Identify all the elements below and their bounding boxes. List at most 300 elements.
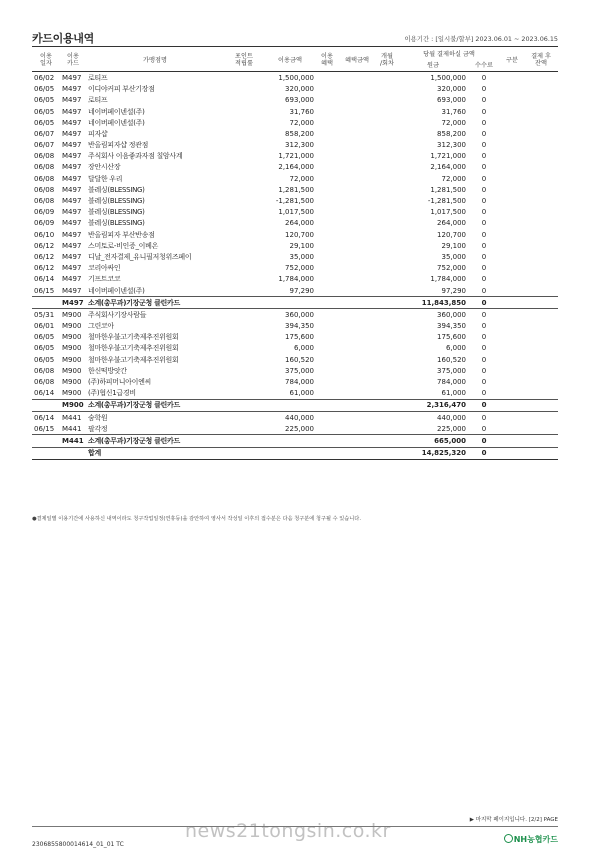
- header-balance: 결제 후 잔액: [531, 53, 551, 68]
- header-benefit: 이용 혜택: [321, 53, 333, 68]
- type-cell: [500, 151, 524, 162]
- card-cell: M497: [60, 297, 86, 309]
- nh-card-logo: NH농협카드: [504, 834, 558, 845]
- card-cell: M900: [62, 355, 82, 364]
- fee-cell: 0: [481, 185, 487, 194]
- points-cell: [224, 229, 264, 240]
- footnote: ●결제일별 이용기간에 사용하신 내역이라도 청구작업일정(연휴등)을 감안하여 영사서 작성일 이후의 접수분은 다음 청구분에 청구될 수 있습니다.: [32, 516, 361, 522]
- fee-cell: 0: [481, 366, 487, 375]
- benefit-amount-cell: [338, 117, 376, 128]
- benefit-cell: [316, 218, 338, 229]
- amount-cell: 320,000: [285, 85, 314, 94]
- benefit-amount-cell: [338, 274, 376, 285]
- header-row-1: [32, 49, 558, 60]
- transaction-rows: [32, 72, 558, 459]
- fee-cell: 0: [481, 389, 487, 398]
- date-cell: 05/31: [34, 310, 55, 319]
- table-row: [32, 184, 558, 195]
- fee-cell: 0: [481, 107, 487, 116]
- principal-cell: 72,000: [441, 118, 466, 127]
- type-cell: [500, 321, 524, 332]
- merchant-cell: 블레싱(BLESSING): [88, 185, 145, 194]
- date-cell: 06/08: [34, 366, 55, 375]
- card-cell: M497: [62, 275, 82, 284]
- merchant-cell: (주)하피머니아이엔씨: [88, 378, 152, 387]
- principal-cell: 858,200: [437, 129, 466, 138]
- type-cell: [500, 263, 524, 274]
- amount-cell: [264, 399, 316, 411]
- balance-cell: [524, 332, 558, 343]
- installment-cell: [376, 173, 398, 184]
- balance-cell: [524, 309, 558, 321]
- benefit-cell: [316, 365, 338, 376]
- principal-cell: 97,290: [441, 286, 466, 295]
- principal-cell: 14,825,320: [398, 447, 468, 459]
- amount-cell: 29,100: [289, 241, 314, 250]
- installment-cell: [376, 354, 398, 365]
- card-cell: M497: [62, 219, 82, 228]
- type-cell: [500, 274, 524, 285]
- installment-cell: [376, 365, 398, 376]
- principal-cell: 752,000: [437, 264, 466, 273]
- fee-cell: 0: [468, 297, 500, 309]
- benefit-cell: [316, 229, 338, 240]
- points-cell: [224, 321, 264, 332]
- principal-cell: 1,721,000: [430, 152, 466, 161]
- type-cell: [500, 173, 524, 184]
- date-cell: 06/07: [34, 129, 55, 138]
- benefit-cell: [316, 309, 338, 321]
- installment-cell: [376, 274, 398, 285]
- balance-cell: [524, 343, 558, 354]
- installment-cell: [376, 321, 398, 332]
- merchant-cell: 주식회사 이음좋과자점 칠암사계: [88, 152, 183, 161]
- fee-cell: 0: [481, 344, 487, 353]
- balance-cell: [524, 184, 558, 195]
- installment-cell: [376, 251, 398, 262]
- balance-cell: [524, 263, 558, 274]
- table-row: [32, 140, 558, 151]
- balance-cell: [524, 435, 558, 447]
- amount-cell: 6,000: [293, 344, 314, 353]
- principal-cell: 61,000: [441, 389, 466, 398]
- card-cell: M441: [60, 435, 86, 447]
- date-cell: 06/08: [34, 185, 55, 194]
- balance-cell: [524, 447, 558, 459]
- installment-cell: [376, 95, 398, 106]
- points-cell: [224, 332, 264, 343]
- benefit-cell: [316, 447, 338, 459]
- amount-cell: [264, 447, 316, 459]
- date-cell: [32, 297, 60, 309]
- merchant-cell: 블레싱(BLESSING): [88, 219, 145, 228]
- date-cell: 06/01: [34, 322, 55, 331]
- benefit-amount-cell: [338, 376, 376, 387]
- installment-cell: [376, 435, 398, 447]
- benefit-cell: [316, 84, 338, 95]
- balance-cell: [524, 95, 558, 106]
- table-row: [32, 423, 558, 435]
- card-cell: M497: [62, 241, 82, 250]
- points-cell: [224, 309, 264, 321]
- benefit-amount-cell: [338, 412, 376, 424]
- type-cell: [500, 162, 524, 173]
- amount-cell: 858,200: [285, 129, 314, 138]
- table-row: [32, 218, 558, 229]
- merchant-cell: 블레싱(BLESSING): [88, 197, 145, 206]
- table-row: [32, 354, 558, 365]
- amount-cell: 97,290: [289, 286, 314, 295]
- points-cell: [224, 435, 264, 447]
- benefit-amount-cell: [338, 240, 376, 251]
- card-cell: M900: [62, 322, 82, 331]
- benefit-cell: [316, 151, 338, 162]
- installment-cell: [376, 106, 398, 117]
- balance-cell: [524, 240, 558, 251]
- benefit-cell: [316, 95, 338, 106]
- amount-cell: 1,500,000: [278, 73, 314, 82]
- principal-cell: 360,000: [437, 310, 466, 319]
- card-cell: M497: [62, 141, 82, 150]
- principal-cell: 35,000: [441, 252, 466, 261]
- date-cell: 06/05: [34, 344, 55, 353]
- installment-cell: [376, 140, 398, 151]
- amount-cell: 35,000: [289, 252, 314, 261]
- points-cell: [224, 274, 264, 285]
- amount-cell: 1,281,500: [278, 185, 314, 194]
- card-cell: M900: [62, 366, 82, 375]
- balance-cell: [524, 218, 558, 229]
- balance-cell: [524, 412, 558, 424]
- merchant-cell: 한신떡방앗간: [88, 366, 127, 375]
- card-cell: M900: [62, 310, 82, 319]
- principal-cell: 1,017,500: [430, 208, 466, 217]
- installment-cell: [376, 240, 398, 251]
- card-cell: M497: [62, 185, 82, 194]
- date-cell: [32, 435, 60, 447]
- merchant-cell: 팔각정: [88, 424, 108, 433]
- fee-cell: 0: [481, 310, 487, 319]
- points-cell: [224, 251, 264, 262]
- balance-cell: [524, 173, 558, 184]
- amount-cell: 784,000: [285, 378, 314, 387]
- balance-cell: [524, 388, 558, 400]
- fee-cell: 0: [481, 322, 487, 331]
- type-cell: [500, 332, 524, 343]
- benefit-amount-cell: [338, 128, 376, 139]
- points-cell: [224, 72, 264, 84]
- merchant-cell: 로티프: [88, 73, 108, 82]
- type-cell: [500, 412, 524, 424]
- installment-cell: [376, 128, 398, 139]
- installment-cell: [376, 412, 398, 424]
- balance-cell: [524, 128, 558, 139]
- benefit-amount-cell: [338, 263, 376, 274]
- header-points: 포인트 적립률: [235, 53, 253, 68]
- transaction-table: [32, 49, 558, 460]
- benefit-cell: [316, 399, 338, 411]
- date-cell: 06/14: [34, 389, 55, 398]
- amount-cell: 31,760: [289, 107, 314, 116]
- card-cell: M497: [62, 129, 82, 138]
- principal-cell: 6,000: [445, 344, 466, 353]
- benefit-cell: [316, 140, 338, 151]
- amount-cell: 2,164,000: [278, 163, 314, 172]
- points-cell: [224, 240, 264, 251]
- amount-cell: 264,000: [285, 219, 314, 228]
- benefit-amount-cell: [338, 195, 376, 206]
- merchant-cell: 기프트코코: [88, 275, 121, 284]
- installment-cell: [376, 332, 398, 343]
- table-row: [32, 263, 558, 274]
- card-cell: M900: [62, 344, 82, 353]
- principal-cell: 120,700: [437, 230, 466, 239]
- merchant-cell: 디날_전자결제_유니필저청위즈페이: [88, 252, 192, 261]
- date-cell: 06/14: [34, 413, 55, 422]
- table-row: [32, 106, 558, 117]
- type-cell: [500, 285, 524, 297]
- benefit-amount-cell: [338, 332, 376, 343]
- table-row: [32, 207, 558, 218]
- header-payment-group: 당월 결제하실 금액: [423, 51, 475, 59]
- card-cell: M497: [62, 85, 82, 94]
- benefit-amount-cell: [338, 285, 376, 297]
- benefit-amount-cell: [338, 151, 376, 162]
- benefit-cell: [316, 297, 338, 309]
- installment-cell: [376, 229, 398, 240]
- table-row: [32, 321, 558, 332]
- benefit-cell: [316, 354, 338, 365]
- date-cell: 06/15: [34, 286, 55, 295]
- merchant-cell: 네이버페이넨셜(주): [88, 118, 145, 127]
- benefit-cell: [316, 240, 338, 251]
- date-cell: 06/08: [34, 174, 55, 183]
- type-cell: [500, 297, 524, 309]
- amount-cell: -1,281,500: [275, 197, 314, 206]
- type-cell: [500, 140, 524, 151]
- benefit-amount-cell: [338, 184, 376, 195]
- points-cell: [224, 388, 264, 400]
- date-cell: 06/02: [34, 73, 55, 82]
- amount-cell: 312,300: [285, 141, 314, 150]
- balance-cell: [524, 162, 558, 173]
- fee-cell: 0: [481, 163, 487, 172]
- amount-cell: 175,600: [285, 333, 314, 342]
- benefit-amount-cell: [338, 388, 376, 400]
- benefit-amount-cell: [338, 72, 376, 84]
- amount-cell: 1,784,000: [278, 275, 314, 284]
- principal-cell: 440,000: [437, 413, 466, 422]
- date-cell: 06/08: [34, 152, 55, 161]
- benefit-cell: [316, 263, 338, 274]
- benefit-cell: [316, 72, 338, 84]
- merchant-cell: 주식회사기장사람들: [88, 310, 147, 319]
- type-cell: [500, 251, 524, 262]
- points-cell: [224, 399, 264, 411]
- card-cell: M497: [62, 152, 82, 161]
- table-row: [32, 332, 558, 343]
- type-cell: [500, 95, 524, 106]
- principal-cell: 375,000: [437, 366, 466, 375]
- table-row: [32, 251, 558, 262]
- table-row: [32, 117, 558, 128]
- benefit-amount-cell: [338, 140, 376, 151]
- balance-cell: [524, 117, 558, 128]
- fee-cell: 0: [481, 174, 487, 183]
- fee-cell: 0: [481, 141, 487, 150]
- benefit-amount-cell: [338, 106, 376, 117]
- principal-cell: 693,000: [437, 96, 466, 105]
- card-cell: M497: [62, 264, 82, 273]
- table-row: [32, 240, 558, 251]
- benefit-cell: [316, 184, 338, 195]
- merchant-cell: (주)협신1급경비: [88, 389, 136, 398]
- fee-cell: 0: [481, 264, 487, 273]
- type-cell: [500, 117, 524, 128]
- benefit-amount-cell: [338, 435, 376, 447]
- fee-cell: 0: [481, 333, 487, 342]
- merchant-cell: 반올림피자샵 정관점: [88, 141, 149, 150]
- type-cell: [500, 229, 524, 240]
- principal-cell: 1,281,500: [430, 185, 466, 194]
- watermark: news21tongsin.co.kr: [185, 820, 391, 842]
- points-cell: [224, 162, 264, 173]
- usage-period: 이용기간 : [일시불/할부] 2023.06.01 ~ 2023.06.15: [404, 35, 558, 43]
- card-cell: M900: [60, 399, 86, 411]
- points-cell: [224, 173, 264, 184]
- installment-cell: [376, 117, 398, 128]
- principal-cell: 1,784,000: [430, 275, 466, 284]
- points-cell: [224, 365, 264, 376]
- type-cell: [500, 423, 524, 435]
- benefit-cell: [316, 376, 338, 387]
- date-cell: 06/08: [34, 197, 55, 206]
- fee-cell: 0: [481, 219, 487, 228]
- fee-cell: 0: [481, 208, 487, 217]
- fee-cell: 0: [481, 252, 487, 261]
- date-cell: 06/12: [34, 241, 55, 250]
- installment-cell: [376, 423, 398, 435]
- principal-cell: 29,100: [441, 241, 466, 250]
- balance-cell: [524, 376, 558, 387]
- benefit-cell: [316, 162, 338, 173]
- fee-cell: 0: [481, 118, 487, 127]
- merchant-cell: 로티프: [88, 96, 108, 105]
- installment-cell: [376, 162, 398, 173]
- amount-cell: 1,721,000: [278, 152, 314, 161]
- fee-cell: 0: [481, 152, 487, 161]
- points-cell: [224, 140, 264, 151]
- header-card: 이용 카드: [67, 53, 79, 68]
- benefit-cell: [316, 117, 338, 128]
- date-cell: 06/09: [34, 208, 55, 217]
- card-cell: [60, 447, 86, 459]
- points-cell: [224, 106, 264, 117]
- total-row: [32, 447, 558, 459]
- benefit-amount-cell: [338, 423, 376, 435]
- subtotal-row: [32, 297, 558, 309]
- balance-cell: [524, 140, 558, 151]
- installment-cell: [376, 184, 398, 195]
- amount-cell: 61,000: [289, 389, 314, 398]
- benefit-amount-cell: [338, 343, 376, 354]
- installment-cell: [376, 309, 398, 321]
- merchant-cell: 소계(총무과)기장군청 클린카드: [86, 435, 224, 447]
- table-row: [32, 365, 558, 376]
- table-row: [32, 388, 558, 400]
- date-cell: 06/05: [34, 333, 55, 342]
- principal-cell: 225,000: [437, 424, 466, 433]
- balance-cell: [524, 106, 558, 117]
- type-cell: [500, 218, 524, 229]
- type-cell: [500, 354, 524, 365]
- principal-cell: 312,300: [437, 141, 466, 150]
- principal-cell: 394,350: [437, 322, 466, 331]
- type-cell: [500, 309, 524, 321]
- benefit-amount-cell: [338, 251, 376, 262]
- fee-cell: 0: [481, 230, 487, 239]
- card-cell: M497: [62, 163, 82, 172]
- points-cell: [224, 84, 264, 95]
- fee-cell: 0: [481, 286, 487, 295]
- merchant-cell: 달달한 우리: [88, 174, 123, 183]
- points-cell: [224, 151, 264, 162]
- benefit-amount-cell: [338, 173, 376, 184]
- benefit-cell: [316, 128, 338, 139]
- fee-cell: 0: [468, 447, 500, 459]
- card-cell: M497: [62, 73, 82, 82]
- header-type: 구분: [506, 56, 518, 64]
- card-cell: M497: [62, 96, 82, 105]
- balance-cell: [524, 285, 558, 297]
- installment-cell: [376, 343, 398, 354]
- type-cell: [500, 195, 524, 206]
- points-cell: [224, 447, 264, 459]
- points-cell: [224, 423, 264, 435]
- merchant-cell: 피자샵: [88, 129, 108, 138]
- points-cell: [224, 184, 264, 195]
- type-cell: [500, 240, 524, 251]
- merchant-cell: 철마한우불고기축제추진위원회: [88, 344, 179, 353]
- card-cell: M497: [62, 118, 82, 127]
- benefit-cell: [316, 423, 338, 435]
- card-cell: M497: [62, 197, 82, 206]
- balance-cell: [524, 72, 558, 84]
- fee-cell: 0: [481, 424, 487, 433]
- balance-cell: [524, 399, 558, 411]
- benefit-cell: [316, 343, 338, 354]
- benefit-amount-cell: [338, 84, 376, 95]
- header-merchant: 가맹점명: [143, 56, 167, 64]
- merchant-cell: 장안시산장: [88, 163, 121, 172]
- merchant-cell: 철마한우불고기축제추진위원회: [88, 355, 179, 364]
- table-row: [32, 195, 558, 206]
- benefit-amount-cell: [338, 229, 376, 240]
- amount-cell: 225,000: [285, 424, 314, 433]
- merchant-cell: 코리아싸인: [88, 264, 121, 273]
- type-cell: [500, 184, 524, 195]
- table-row: [32, 274, 558, 285]
- card-cell: M497: [62, 174, 82, 183]
- amount-cell: 693,000: [285, 96, 314, 105]
- benefit-amount-cell: [338, 365, 376, 376]
- points-cell: [224, 95, 264, 106]
- principal-cell: -1,281,500: [427, 197, 466, 206]
- amount-cell: 752,000: [285, 264, 314, 273]
- balance-cell: [524, 195, 558, 206]
- benefit-amount-cell: [338, 354, 376, 365]
- table-row: [32, 285, 558, 297]
